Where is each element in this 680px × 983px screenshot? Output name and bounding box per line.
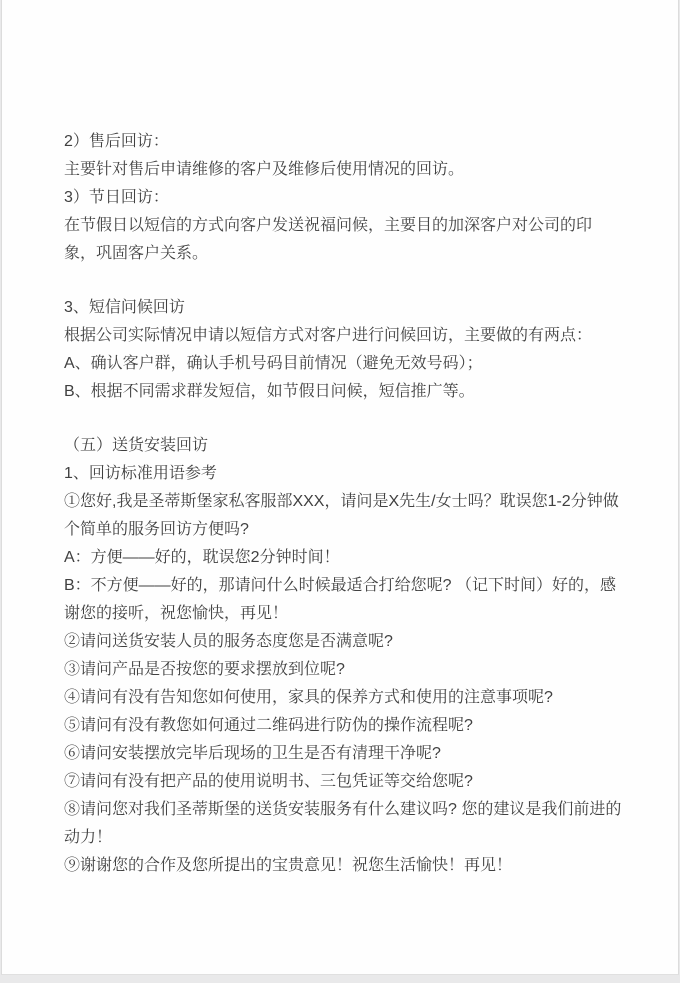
document-page: [1, 0, 679, 975]
para-sms-point-a: A、确认客户群，确认手机号码目前情况（避免无效号码）；: [64, 355, 483, 372]
para-script-6: ⑥请问安装摆放完毕后现场的卫生是否有清理干净呢?: [64, 745, 441, 762]
para-aftersale-heading: 2）售后回访：: [64, 133, 169, 150]
para-festival-heading: 3）节日回访：: [64, 189, 169, 206]
para-script-3: ③请问产品是否按您的要求摆放到位呢?: [64, 661, 345, 678]
para-section5-heading: （五）送货安装回访: [64, 437, 209, 454]
para-sms-desc: 根据公司实际情况申请以短信方式对客户进行问候回访，主要做的有两点：: [64, 327, 593, 344]
para-script-1-option-b: B：不方便——好的，那请问什么时候最适合打给您呢? （记下时间）好的，感谢您的接听，祝您愉快，再见！: [64, 577, 617, 622]
para-aftersale-desc: 主要针对售后申请维修的客户及维修后使用情况的回访。: [64, 161, 465, 178]
para-script-5: ⑤请问有没有教您如何通过二维码进行防伪的操作流程呢?: [64, 717, 473, 734]
page-content: [2, 0, 678, 880]
para-script-1: ①您好,我是圣蒂斯堡家私客服部XXX，请问是X先生/女士吗？耽误您1-2分钟做个简单的服务回访方便吗?: [64, 493, 619, 538]
para-sms-heading: 3、短信问候回访: [64, 299, 185, 316]
para-script-7: ⑦请问有没有把产品的使用说明书、三包凭证等交给您呢?: [64, 773, 473, 790]
para-script-8: ⑧请问您对我们圣蒂斯堡的送货安装服务有什么建议吗? 您的建议是我们前进的动力！: [64, 801, 622, 846]
para-script-reference-heading: 1、回访标准用语参考: [64, 465, 217, 482]
para-sms-point-b: B、根据不同需求群发短信，如节假日问候，短信推广等。: [64, 383, 475, 400]
para-script-4: ④请问有没有告知您如何使用，家具的保养方式和使用的注意事项呢?: [64, 689, 553, 706]
para-script-9: ⑨谢谢您的合作及您所提出的宝贵意见！祝您生活愉快！再见！: [64, 857, 513, 874]
para-festival-desc: 在节假日以短信的方式向客户发送祝福问候，主要目的加深客户对公司的印象，巩固客户关系。: [64, 217, 593, 262]
para-script-1-option-a: A：方便——好的，耽误您2分钟时间！: [64, 549, 340, 566]
para-script-2: ②请问送货安装人员的服务态度您是否满意呢?: [64, 633, 393, 650]
